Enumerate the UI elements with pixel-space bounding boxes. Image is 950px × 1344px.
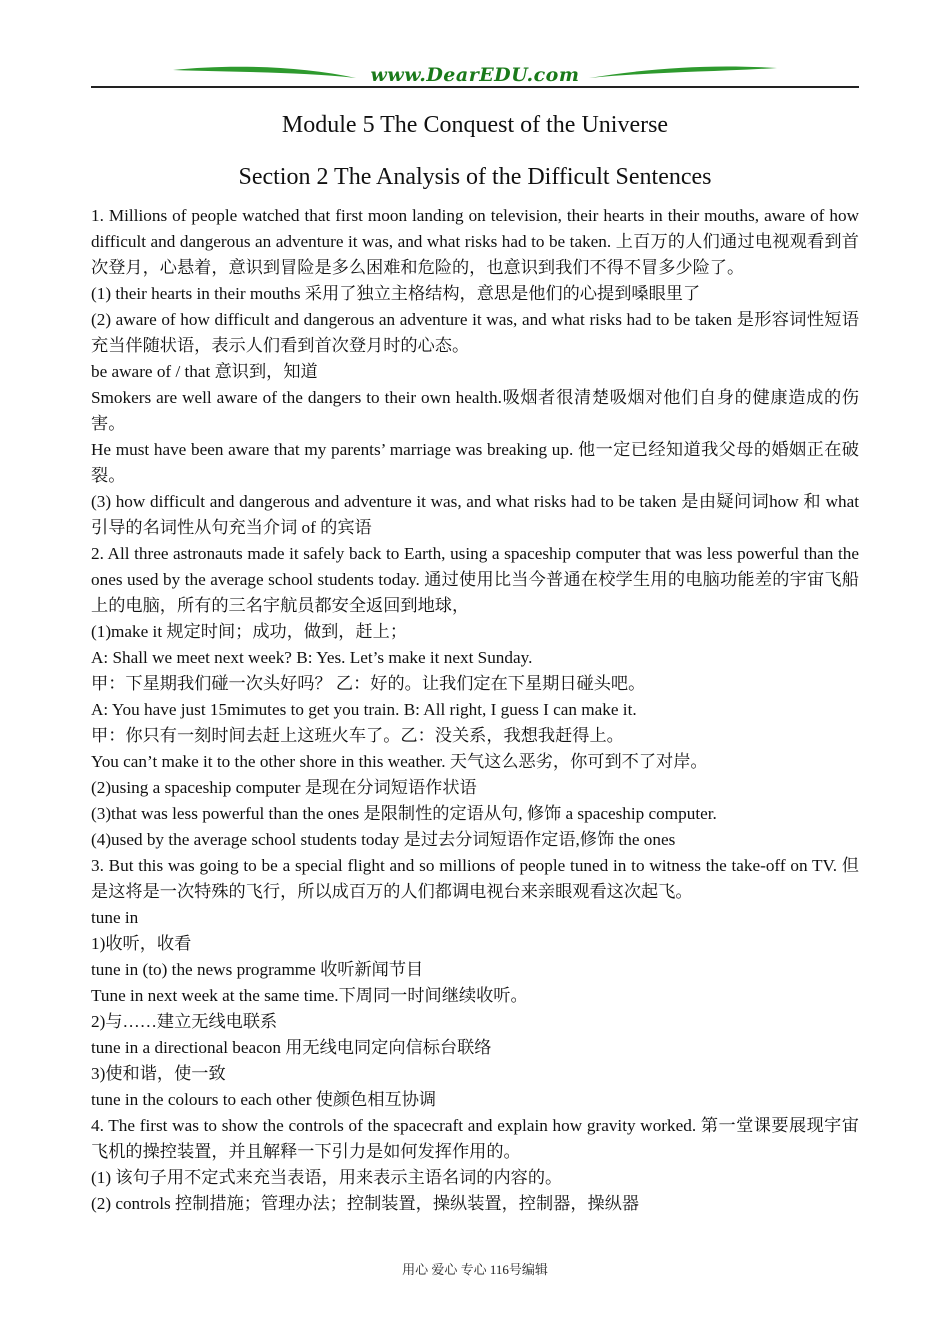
paragraph: A: You have just 15mimutes to get you train. B: All right, I guess I can make it. xyxy=(91,700,637,719)
page-header xyxy=(91,62,859,92)
page-footer: 用心 爱心 专心 116号编辑 xyxy=(402,1262,548,1277)
section-title: Section 2 The Analysis of the Difficult Sentences xyxy=(238,164,712,190)
paragraph: (2) aware of how difficult and dangerous an adventure it was, and what risks had to be taken 是形容词性短语充当伴随状语，表示人们看到首次登月时的心态。 xyxy=(91,310,859,355)
paragraph: (3) how difficult and dangerous and adventure it was, and what risks had to be taken 是由疑问词how 和 what 引导的名词性从句充当介词 of 的宾语 xyxy=(91,492,859,537)
paragraph: 甲：你只有一刻时间去赶上这班火车了。乙：没关系，我想我赶得上。 xyxy=(91,726,624,745)
paragraph: He must have been aware that my parents’ marriage was breaking up. 他一定已经知道我父母的婚姻正在破裂。 xyxy=(91,440,859,485)
page-title: Module 5 The Conquest of the Universe xyxy=(281,112,669,138)
paragraph: 4. The first was to show the controls of the spacecraft and explain how gravity worked. 第一堂课要展现宇宙飞机的操控装置，并且解释一下引力是如何发挥作用的。 xyxy=(91,1116,859,1161)
paragraph: 2. All three astronauts made it safely back to Earth, using a spaceship computer that was less powerful than the ones used by the average school students today. 通过使用比当今普通在校学生用的电脑功能差的宇宙飞船上的电脑，所有的三名宇航员都安全返回到地球， xyxy=(91,544,859,615)
paragraph: tune in (to) the news programme 收听新闻节目 xyxy=(91,960,424,979)
logo-text: www.DearEDU.com xyxy=(370,64,580,86)
paragraph: (4)used by the average school students today 是过去分词短语作定语,修饰 the ones xyxy=(91,830,676,849)
paragraph: (1) 该句子用不定式来充当表语，用来表示主语名词的内容的。 xyxy=(91,1168,563,1187)
paragraph: 3)使和谐，使一致 xyxy=(91,1064,226,1083)
paragraph: 3. But this was going to be a special flight and so millions of people tuned in to witness the take-off on TV. 但是这将是一次特殊的飞行，所以成百万的人们都调电视台来亲眼观看这次起飞。 xyxy=(91,856,859,901)
paragraph: tune in a directional beacon 用无线电同定向信标台联络 xyxy=(91,1038,492,1057)
paragraph: You can’t make it to the other shore in this weather. 天气这么恶劣，你可到不了对岸。 xyxy=(91,752,708,771)
paragraph: (3)that was less powerful than the ones 是限制性的定语从句, 修饰 a spaceship computer. xyxy=(91,804,717,823)
paragraph: (1)make it 规定时间；成功，做到，赶上； xyxy=(91,622,408,641)
paragraph: Tune in next week at the same time.下周同一时间继续收听。 xyxy=(91,986,528,1005)
paragraph: tune in xyxy=(91,908,139,927)
paragraph: 甲：下星期我们碰一次头好吗？ 乙：好的。让我们定在下星期日碰头吧。 xyxy=(91,674,646,693)
paragraph: (2) controls 控制措施；管理办法；控制装置，操纵装置，控制器，操纵器 xyxy=(91,1194,640,1213)
paragraph: tune in the colours to each other 使颜色相互协调 xyxy=(91,1090,437,1109)
paragraph: 1)收听，收看 xyxy=(91,934,192,953)
paragraph: (2)using a spaceship computer 是现在分词短语作状语 xyxy=(91,778,477,797)
paragraph: (1) their hearts in their mouths 采用了独立主格结构，意思是他们的心提到嗓眼里了 xyxy=(91,284,701,303)
header-rule xyxy=(91,86,859,88)
paragraph: A: Shall we meet next week? B: Yes. Let’s make it next Sunday. xyxy=(91,648,533,667)
paragraph: 1. Millions of people watched that first moon landing on television, their hearts in their mouths, aware of how difficult and dangerous an adventure it was, and what risks had to be taken. 上百万的人们通过电视观看到首次登月，心悬着，意识到冒险是多么困难和危险的，也意识到我们不得不冒多少险了。 xyxy=(91,206,859,277)
paragraph: be aware of / that 意识到，知道 xyxy=(91,362,318,381)
paragraph: 2)与……建立无线电联系 xyxy=(91,1012,278,1031)
dearedu-logo xyxy=(171,62,779,88)
paragraph: Smokers are well aware of the dangers to their own health.吸烟者很清楚吸烟对他们自身的健康造成的伤害。 xyxy=(91,388,859,433)
document-body xyxy=(91,203,859,1217)
